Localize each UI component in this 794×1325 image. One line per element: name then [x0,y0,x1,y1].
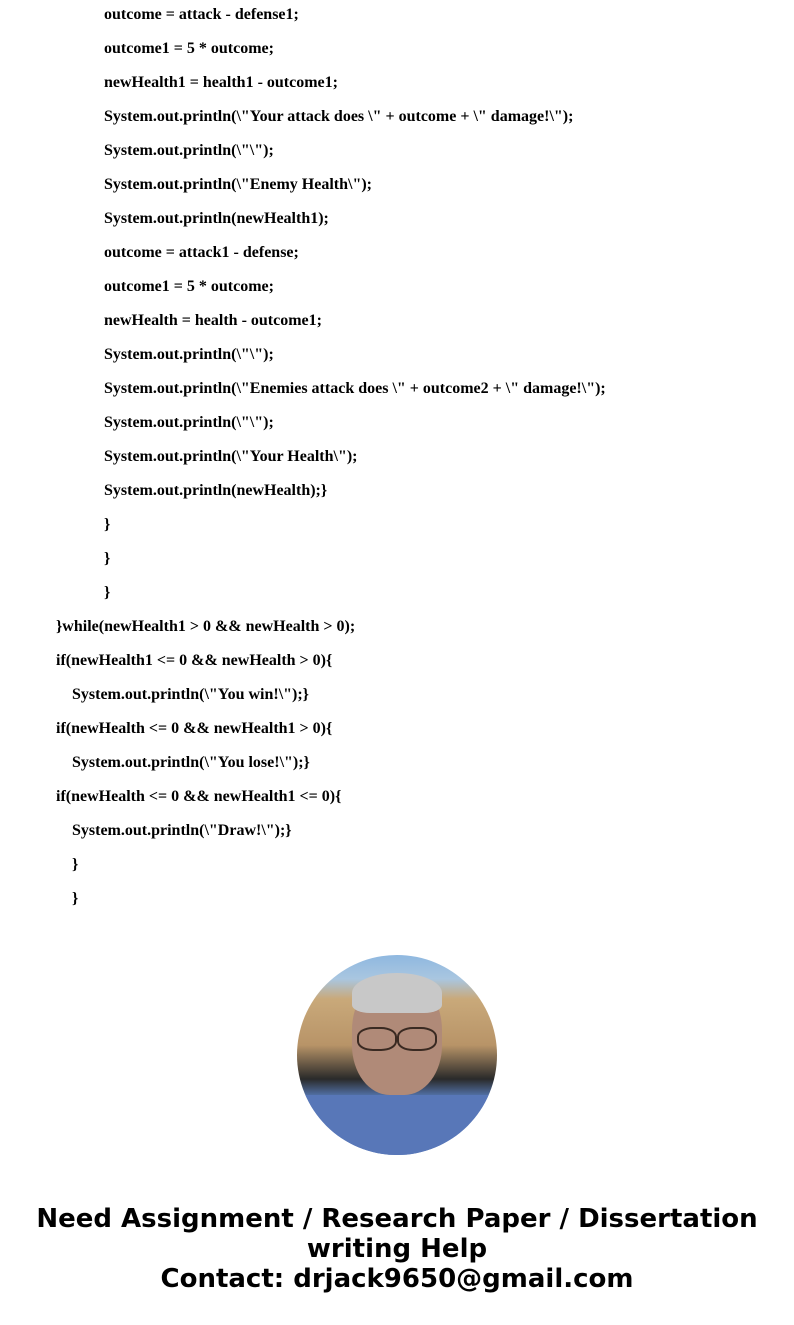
contact-footer [0,1204,794,1294]
code-line: outcome1 = 5 * outcome; [104,40,274,57]
code-line: System.out.println(\"Draw!\");} [72,822,292,839]
code-line: } [72,856,79,873]
footer-line-1: Need Assignment / Research Paper / Dissertation [36,1204,758,1234]
code-line: outcome = attack1 - defense; [104,244,299,261]
footer-line-2: writing Help [306,1234,488,1264]
code-line: System.out.println(\"\"); [104,414,274,431]
code-line: System.out.println(\"Your attack does \" + outcome + \" damage!\"); [104,108,574,125]
code-line: System.out.println(newHealth1); [104,210,329,227]
code-line: System.out.println(\"You win!\");} [72,686,309,703]
code-line: System.out.println(\"\"); [104,346,274,363]
code-line: System.out.println(\"\"); [104,142,274,159]
code-line: System.out.println(newHealth);} [104,482,328,499]
code-line: } [104,550,111,567]
code-line: } [104,516,111,533]
footer-contact: Contact: drjack9650@gmail.com [160,1264,634,1294]
code-line: System.out.println(\"You lose!\");} [72,754,310,771]
code-line: outcome1 = 5 * outcome; [104,278,274,295]
code-line: System.out.println(\"Your Health\"); [104,448,358,465]
code-line: if(newHealth1 <= 0 && newHealth > 0){ [56,652,333,669]
author-photo [297,955,497,1155]
code-line: } [104,584,111,601]
code-line: if(newHealth <= 0 && newHealth1 > 0){ [56,720,333,737]
shirt [297,1095,497,1155]
code-line: if(newHealth <= 0 && newHealth1 <= 0){ [56,788,342,805]
code-line: System.out.println(\"Enemy Health\"); [104,176,372,193]
code-line: } [72,890,79,907]
glasses [355,1027,439,1049]
code-line: newHealth = health - outcome1; [104,312,322,329]
code-line: }while(newHealth1 > 0 && newHealth > 0); [56,618,356,635]
code-line: outcome = attack - defense1; [104,6,299,23]
code-line: newHealth1 = health1 - outcome1; [104,74,338,91]
hair [352,973,442,1013]
code-line: System.out.println(\"Enemies attack does \" + outcome2 + \" damage!\"); [104,380,606,397]
